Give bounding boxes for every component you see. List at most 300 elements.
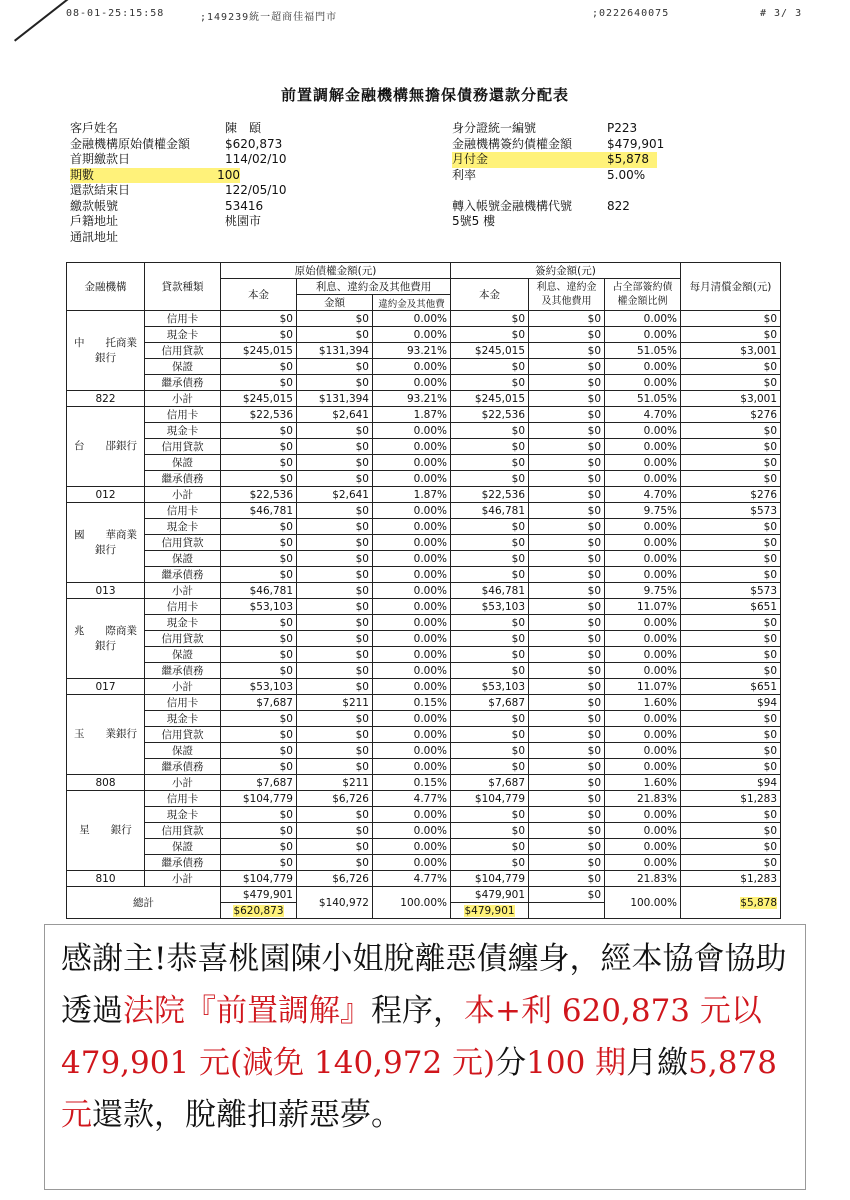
- cell-si: $0: [529, 471, 605, 487]
- cell-sh: 0.00%: [605, 727, 681, 743]
- table-row: [67, 375, 781, 391]
- cell-op: $0: [221, 423, 297, 439]
- info-row: [452, 121, 664, 137]
- cell-sh: 0.00%: [605, 711, 681, 727]
- cell-si: $0: [529, 311, 605, 327]
- loan-type: 信用貸款: [145, 727, 221, 743]
- cell-oi: $0: [297, 759, 373, 775]
- loan-type: 保證: [145, 359, 221, 375]
- cell-sh: 0.00%: [605, 647, 681, 663]
- col-signed-interest: 利息、違約金及其他費用: [529, 279, 605, 311]
- subtotal-or: 0.15%: [373, 775, 451, 791]
- cell-sh: 0.00%: [605, 471, 681, 487]
- info-label: [452, 183, 607, 199]
- info-row: [70, 121, 287, 137]
- cell-sp: $0: [451, 711, 529, 727]
- cell-sp: $53,103: [451, 599, 529, 615]
- info-value: 53416: [225, 198, 264, 213]
- cell-si: $0: [529, 551, 605, 567]
- table-row: [67, 695, 781, 711]
- cell-op: $53,103: [221, 599, 297, 615]
- info-right: [452, 121, 664, 230]
- total-row: [67, 887, 781, 903]
- bank-code: 017: [67, 679, 145, 695]
- table-row: [67, 471, 781, 487]
- cell-op: $0: [221, 807, 297, 823]
- cell-sh: 21.83%: [605, 791, 681, 807]
- cell-oi: $0: [297, 631, 373, 647]
- table-row: [67, 551, 781, 567]
- cell-si: $0: [529, 711, 605, 727]
- cell-sp: $0: [451, 759, 529, 775]
- cell-sh: 0.00%: [605, 455, 681, 471]
- subtotal-m: $3,001: [681, 391, 781, 407]
- cell-m: $0: [681, 807, 781, 823]
- cell-sh: 0.00%: [605, 663, 681, 679]
- cell-si: $0: [529, 327, 605, 343]
- info-row: [452, 214, 664, 230]
- info-label: 期數: [70, 167, 95, 182]
- info-value: 114/02/10: [225, 152, 287, 166]
- cell-oi: $0: [297, 615, 373, 631]
- cell-sh: 0.00%: [605, 439, 681, 455]
- info-value: 桃園市: [225, 214, 262, 228]
- cell-op: $0: [221, 727, 297, 743]
- loan-type: 信用卡: [145, 791, 221, 807]
- subtotal-or: 0.00%: [373, 583, 451, 599]
- cell-or: 0.15%: [373, 695, 451, 711]
- subtotal-or: 4.77%: [373, 871, 451, 887]
- cell-sh: 4.70%: [605, 407, 681, 423]
- cell-m: $3,001: [681, 343, 781, 359]
- cell-si: $0: [529, 759, 605, 775]
- loan-type: 現金卡: [145, 711, 221, 727]
- cell-si: $0: [529, 743, 605, 759]
- cell-or: 0.00%: [373, 839, 451, 855]
- cell-sp: $0: [451, 855, 529, 871]
- fax-datetime: 08-01-25:15:58: [66, 8, 165, 19]
- cell-sp: $0: [451, 839, 529, 855]
- subtotal-sp: $22,536: [451, 487, 529, 503]
- cell-oi: $0: [297, 327, 373, 343]
- subtotal-m: $573: [681, 583, 781, 599]
- cell-op: $0: [221, 439, 297, 455]
- loan-type: 信用貸款: [145, 343, 221, 359]
- cell-m: $0: [681, 855, 781, 871]
- cell-op: $0: [221, 359, 297, 375]
- cell-oi: $0: [297, 727, 373, 743]
- subtotal-m: $651: [681, 679, 781, 695]
- cell-or: 0.00%: [373, 519, 451, 535]
- cell-m: $0: [681, 535, 781, 551]
- cell-op: $0: [221, 551, 297, 567]
- cell-or: 0.00%: [373, 439, 451, 455]
- cell-sh: 0.00%: [605, 311, 681, 327]
- col-type: 貸款種類: [145, 263, 221, 311]
- bank-code: 810: [67, 871, 145, 887]
- cell-oi: $0: [297, 807, 373, 823]
- cell-si: $0: [529, 631, 605, 647]
- cell-sh: 51.05%: [605, 343, 681, 359]
- cell-or: 0.00%: [373, 855, 451, 871]
- table-row: [67, 823, 781, 839]
- banner-court: 法院『前置調解』: [123, 993, 371, 1029]
- cell-m: $1,283: [681, 791, 781, 807]
- cell-si: $0: [529, 855, 605, 871]
- total-op-original-value: $620,873: [233, 904, 284, 917]
- loan-type: 信用卡: [145, 311, 221, 327]
- testimonial-banner: [44, 924, 806, 1190]
- cell-sp: $0: [451, 519, 529, 535]
- info-value: 陳 頤: [225, 121, 262, 135]
- info-label: 5號5 樓: [452, 214, 496, 228]
- table-row: [67, 743, 781, 759]
- info-label: 金融機構簽約債權金額: [452, 136, 573, 151]
- cell-sh: 0.00%: [605, 519, 681, 535]
- banner-monthly: 5,878 元: [61, 1045, 777, 1133]
- cell-si: $0: [529, 407, 605, 423]
- cell-sp: $0: [451, 567, 529, 583]
- cell-or: 0.00%: [373, 743, 451, 759]
- banner-s1: 感謝主!恭喜桃園陳小姐脫離惡債纏身，經本協會協助透過: [61, 941, 787, 1029]
- info-label: 金融機構原始債權金額: [70, 136, 191, 151]
- cell-sh: 0.00%: [605, 839, 681, 855]
- cell-si: $0: [529, 791, 605, 807]
- cell-m: $0: [681, 567, 781, 583]
- total-si-2: [529, 903, 605, 919]
- col-ratio: 違約金及其他費: [373, 295, 451, 311]
- loan-type: 信用貸款: [145, 535, 221, 551]
- loan-type: 信用卡: [145, 407, 221, 423]
- cell-oi: $0: [297, 503, 373, 519]
- cell-m: $0: [681, 711, 781, 727]
- cell-si: $0: [529, 535, 605, 551]
- cell-op: $0: [221, 647, 297, 663]
- cell-sh: 11.07%: [605, 599, 681, 615]
- cell-sh: 0.00%: [605, 615, 681, 631]
- info-label: 利率: [452, 167, 477, 182]
- loan-type: 現金卡: [145, 327, 221, 343]
- banner-periods: 100 期: [526, 1045, 627, 1081]
- cell-op: $0: [221, 823, 297, 839]
- loan-type: 繼承債務: [145, 759, 221, 775]
- table-row: [67, 631, 781, 647]
- cell-or: 0.00%: [373, 567, 451, 583]
- cell-sh: 0.00%: [605, 567, 681, 583]
- loan-type: 繼承債務: [145, 471, 221, 487]
- info-label: 通訊地址: [70, 229, 119, 244]
- info-left: [70, 121, 287, 245]
- table-row: [67, 503, 781, 519]
- cell-m: $0: [681, 519, 781, 535]
- cell-oi: $0: [297, 839, 373, 855]
- cell-m: $0: [681, 439, 781, 455]
- subtotal-sp: $7,687: [451, 775, 529, 791]
- info-label: 身分證統一編號: [452, 121, 537, 135]
- total-sp-signed-value: $479,901: [464, 904, 515, 917]
- info-value: 100: [217, 167, 240, 182]
- scan-mark: [14, 0, 126, 42]
- col-amount: 金額: [297, 295, 373, 311]
- subtotal-oi: $211: [297, 775, 373, 791]
- cell-op: $0: [221, 471, 297, 487]
- cell-si: $0: [529, 807, 605, 823]
- total-or: 100.00%: [373, 887, 451, 919]
- loan-type: 信用貸款: [145, 631, 221, 647]
- cell-si: $0: [529, 839, 605, 855]
- info-label: 轉入帳號金融機構代號: [452, 198, 573, 213]
- bank-name: 玉 業銀行: [67, 695, 145, 775]
- cell-op: $0: [221, 311, 297, 327]
- subtotal-oi: $6,726: [297, 871, 373, 887]
- loan-type: 信用卡: [145, 503, 221, 519]
- info-row: [70, 168, 240, 184]
- subtotal-label: 小計: [145, 487, 221, 503]
- cell-or: 0.00%: [373, 455, 451, 471]
- cell-sp: $0: [451, 631, 529, 647]
- cell-oi: $0: [297, 551, 373, 567]
- loan-type: 信用貸款: [145, 439, 221, 455]
- cell-or: 0.00%: [373, 327, 451, 343]
- cell-si: $0: [529, 503, 605, 519]
- subtotal-oi: $0: [297, 679, 373, 695]
- loan-type: 現金卡: [145, 615, 221, 631]
- cell-op: $0: [221, 615, 297, 631]
- cell-oi: $0: [297, 423, 373, 439]
- subtotal-label: 小計: [145, 871, 221, 887]
- info-label: 繳款帳號: [70, 198, 119, 213]
- cell-oi: $0: [297, 823, 373, 839]
- cell-si: $0: [529, 455, 605, 471]
- loan-type: 保證: [145, 647, 221, 663]
- loan-type: 信用貸款: [145, 823, 221, 839]
- cell-op: $0: [221, 743, 297, 759]
- cell-m: $0: [681, 455, 781, 471]
- cell-or: 4.77%: [373, 791, 451, 807]
- cell-op: $0: [221, 855, 297, 871]
- cell-sh: 0.00%: [605, 807, 681, 823]
- cell-or: 0.00%: [373, 423, 451, 439]
- cell-or: 0.00%: [373, 759, 451, 775]
- cell-si: $0: [529, 727, 605, 743]
- subtotal-si: $0: [529, 583, 605, 599]
- info-value: $479,901: [607, 136, 665, 151]
- cell-sh: 0.00%: [605, 631, 681, 647]
- table-row: [67, 407, 781, 423]
- subtotal-sp: $53,103: [451, 679, 529, 695]
- table-row: [67, 791, 781, 807]
- cell-sh: 1.60%: [605, 695, 681, 711]
- cell-oi: $211: [297, 695, 373, 711]
- total-si: $0: [529, 887, 605, 903]
- cell-si: $0: [529, 615, 605, 631]
- table-row: [67, 711, 781, 727]
- cell-op: $245,015: [221, 343, 297, 359]
- banner-s7: 月繳: [626, 1045, 689, 1081]
- loan-type: 保證: [145, 551, 221, 567]
- cell-op: $0: [221, 663, 297, 679]
- info-value: 822: [607, 198, 630, 213]
- cell-sp: $0: [451, 423, 529, 439]
- cell-or: 0.00%: [373, 615, 451, 631]
- col-monthly: 每月清償金額(元): [681, 263, 781, 311]
- cell-oi: $0: [297, 439, 373, 455]
- subtotal-op: $104,779: [221, 871, 297, 887]
- table-row: [67, 439, 781, 455]
- cell-m: $0: [681, 327, 781, 343]
- cell-m: $0: [681, 743, 781, 759]
- table-row: [67, 759, 781, 775]
- fax-sender: ;149239統一超商佳福門市: [200, 12, 338, 23]
- cell-or: 0.00%: [373, 727, 451, 743]
- banner-amounts: 本+利 620,873 元以 479,901 元(減免 140,972 元): [61, 993, 762, 1081]
- cell-op: $0: [221, 535, 297, 551]
- table-row: [67, 423, 781, 439]
- cell-sh: 0.00%: [605, 535, 681, 551]
- cell-op: $0: [221, 711, 297, 727]
- cell-oi: $0: [297, 311, 373, 327]
- cell-sp: $0: [451, 471, 529, 487]
- cell-sp: $0: [451, 647, 529, 663]
- cell-sp: $0: [451, 727, 529, 743]
- col-original-principal: 本金: [221, 279, 297, 311]
- info-row: [452, 152, 657, 168]
- info-label: 戶籍地址: [70, 214, 119, 228]
- table-row: [67, 519, 781, 535]
- total-monthly: [681, 887, 781, 919]
- total-sh: 100.00%: [605, 887, 681, 919]
- cell-sh: 0.00%: [605, 375, 681, 391]
- cell-sp: $104,779: [451, 791, 529, 807]
- cell-or: 0.00%: [373, 711, 451, 727]
- subtotal-sh: 9.75%: [605, 583, 681, 599]
- fax-page: # 3/ 3: [760, 8, 803, 19]
- subtotal-m: $276: [681, 487, 781, 503]
- fax-number: ;0222640075: [592, 8, 670, 19]
- loan-type: 繼承債務: [145, 663, 221, 679]
- cell-sh: 0.00%: [605, 823, 681, 839]
- info-label: 首期繳款日: [70, 152, 131, 166]
- loan-type: 保證: [145, 839, 221, 855]
- loan-type: 繼承債務: [145, 567, 221, 583]
- table-row: [67, 343, 781, 359]
- total-oi: $140,972: [297, 887, 373, 919]
- bank-code: 012: [67, 487, 145, 503]
- cell-oi: $0: [297, 359, 373, 375]
- cell-sp: $46,781: [451, 503, 529, 519]
- cell-si: $0: [529, 567, 605, 583]
- info-row: [70, 137, 287, 153]
- total-op: $479,901: [221, 887, 297, 903]
- cell-m: $0: [681, 823, 781, 839]
- cell-sp: $0: [451, 823, 529, 839]
- cell-oi: $6,726: [297, 791, 373, 807]
- subtotal-op: $22,536: [221, 487, 297, 503]
- cell-sp: $0: [451, 327, 529, 343]
- table-row: [67, 855, 781, 871]
- loan-type: 現金卡: [145, 423, 221, 439]
- subtotal-sp: $104,779: [451, 871, 529, 887]
- cell-sp: $0: [451, 535, 529, 551]
- cell-si: $0: [529, 519, 605, 535]
- table-row: [67, 615, 781, 631]
- cell-oi: $0: [297, 519, 373, 535]
- subtotal-label: 小計: [145, 679, 221, 695]
- info-value: $5,878: [607, 152, 649, 166]
- subtotal-label: 小計: [145, 391, 221, 407]
- subtotal-row: [67, 391, 781, 407]
- cell-m: $0: [681, 375, 781, 391]
- cell-op: $0: [221, 759, 297, 775]
- table-row: [67, 327, 781, 343]
- subtotal-or: 1.87%: [373, 487, 451, 503]
- cell-or: 0.00%: [373, 535, 451, 551]
- info-value: $620,873: [225, 136, 283, 151]
- table-row: [67, 455, 781, 471]
- cell-si: $0: [529, 599, 605, 615]
- subtotal-label: 小計: [145, 583, 221, 599]
- cell-sp: $0: [451, 807, 529, 823]
- loan-type: 保證: [145, 743, 221, 759]
- col-original: 原始債權金額(元): [221, 263, 451, 279]
- subtotal-op: $245,015: [221, 391, 297, 407]
- subtotal-si: $0: [529, 871, 605, 887]
- col-bank: 金融機構: [67, 263, 145, 311]
- cell-or: 0.00%: [373, 503, 451, 519]
- cell-op: $46,781: [221, 503, 297, 519]
- cell-oi: $0: [297, 663, 373, 679]
- cell-m: $0: [681, 551, 781, 567]
- subtotal-sh: 1.60%: [605, 775, 681, 791]
- cell-op: $0: [221, 375, 297, 391]
- cell-or: 0.00%: [373, 647, 451, 663]
- subtotal-row: [67, 583, 781, 599]
- info-row: [452, 137, 664, 153]
- cell-op: $0: [221, 631, 297, 647]
- subtotal-sh: 51.05%: [605, 391, 681, 407]
- bank-name: 台 郘銀行: [67, 407, 145, 487]
- info-row: [70, 183, 287, 199]
- cell-si: $0: [529, 375, 605, 391]
- total-sp: $479,901: [451, 887, 529, 903]
- bank-name: 星 銀行: [67, 791, 145, 871]
- loan-type: 保證: [145, 455, 221, 471]
- subtotal-or: 93.21%: [373, 391, 451, 407]
- subtotal-oi: $131,394: [297, 391, 373, 407]
- info-label: 月付金: [452, 152, 489, 166]
- cell-oi: $2,641: [297, 407, 373, 423]
- subtotal-op: $7,687: [221, 775, 297, 791]
- loan-type: 信用卡: [145, 599, 221, 615]
- info-value: 122/05/10: [225, 183, 287, 197]
- cell-sp: $0: [451, 439, 529, 455]
- subtotal-op: $53,103: [221, 679, 297, 695]
- cell-or: 0.00%: [373, 359, 451, 375]
- cell-sh: 0.00%: [605, 743, 681, 759]
- cell-oi: $0: [297, 567, 373, 583]
- cell-sp: $0: [451, 551, 529, 567]
- cell-or: 0.00%: [373, 311, 451, 327]
- cell-op: $104,779: [221, 791, 297, 807]
- table-row: [67, 839, 781, 855]
- cell-sp: $0: [451, 663, 529, 679]
- cell-sh: 9.75%: [605, 503, 681, 519]
- subtotal-m: $94: [681, 775, 781, 791]
- cell-m: $0: [681, 471, 781, 487]
- total-monthly-value: $5,878: [740, 896, 778, 909]
- cell-sp: $0: [451, 311, 529, 327]
- cell-or: 0.00%: [373, 551, 451, 567]
